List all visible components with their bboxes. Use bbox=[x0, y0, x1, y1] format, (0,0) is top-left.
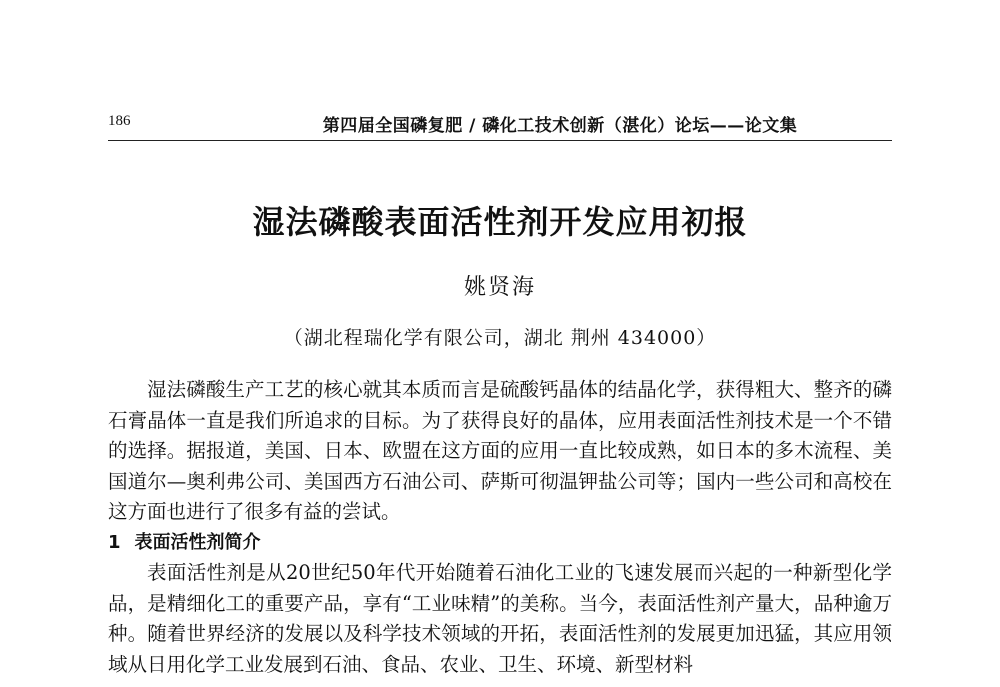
running-header: 第四届全国磷复肥 / 磷化工技术创新（湛化）论坛——论文集 bbox=[322, 116, 798, 136]
section-number: 1 bbox=[108, 531, 121, 553]
affiliation: （湖北程瑞化学有限公司，湖北 荆州 434000） bbox=[283, 327, 717, 349]
page-number: 186 bbox=[108, 113, 131, 129]
section-paragraph: 表面活性剂是从20世纪50年代开始随着石油化工业的飞速发展而兴起的一种新型化学品，是精细化工的重要产品，享有“工业味精”的美称。当今，表面活性剂产量大，品种逾万种。随着世界经济的发展以及科学技术领域的开拓，表面活性剂的发展更加迅猛，其应用领域从日用化学工业发展到石油、食品、农业、卫生、环境、新型材料 bbox=[108, 561, 892, 676]
section-heading bbox=[108, 528, 892, 559]
section-title: 表面活性剂简介 bbox=[134, 531, 261, 553]
paper-title: 湿法磷酸表面活性剂开发应用初报 bbox=[252, 203, 748, 241]
header-rule bbox=[108, 140, 892, 141]
author: 姚贤海 bbox=[463, 275, 536, 300]
body-text bbox=[108, 375, 892, 680]
intro-paragraph: 湿法磷酸生产工艺的核心就其本质而言是硫酸钙晶体的结晶化学，获得粗大、整齐的磷石膏晶体一直是我们所追求的目标。为了获得良好的晶体，应用表面活性剂技术是一个不错的选择。据报道，美国、日本、欧盟在这方面的应用一直比较成熟，如日本的多木流程、美国道尔—奥利弗公司、美国西方石油公司、萨斯可彻温钾盐公司等；国内一些公司和高校在这方面也进行了很多有益的尝试。 bbox=[108, 378, 892, 523]
